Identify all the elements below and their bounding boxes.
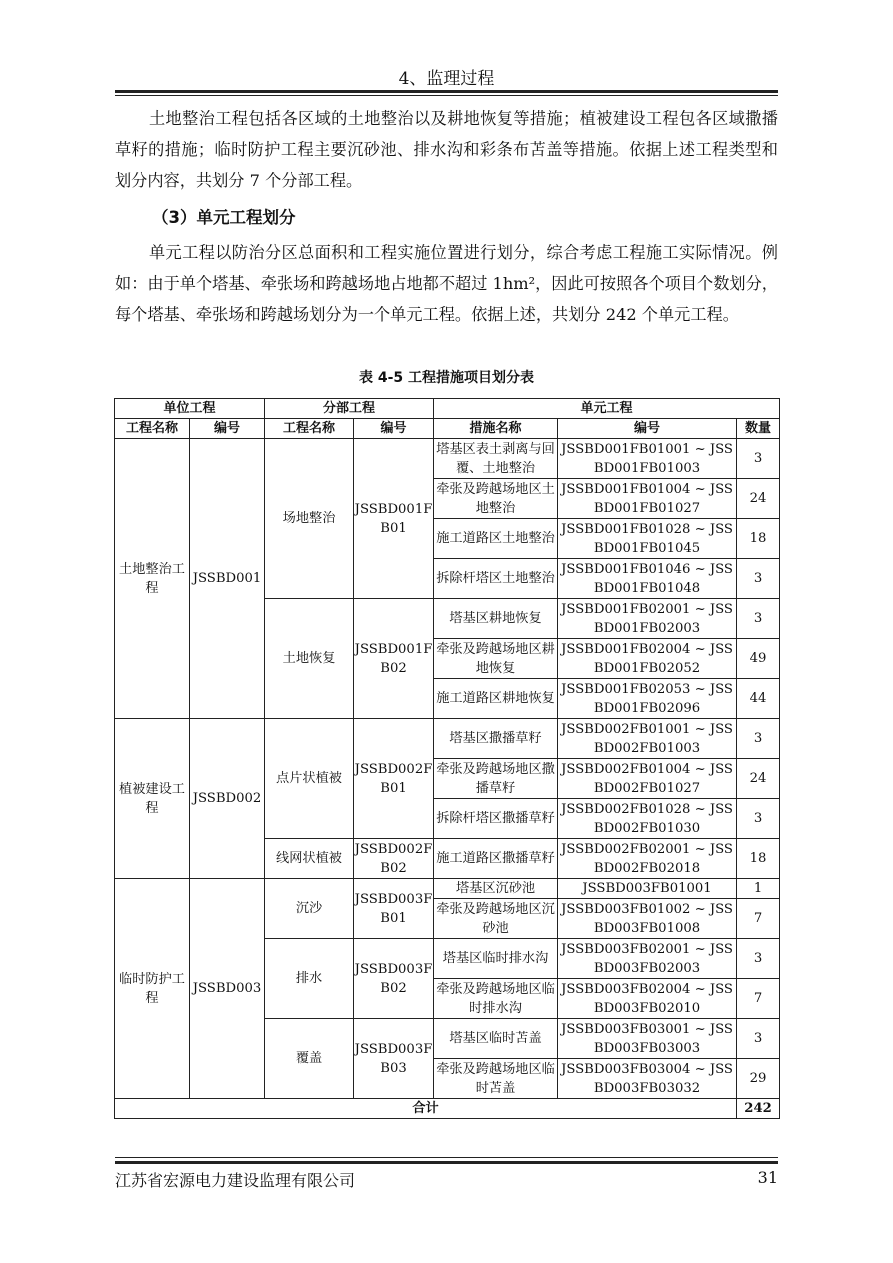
- division-code-cell: JSSBD001FB01: [354, 439, 434, 599]
- measure-cell: 塔基区临时苫盖: [434, 1019, 558, 1059]
- division-code-cell: JSSBD003FB03: [354, 1019, 434, 1099]
- division-name-cell: 沉沙: [265, 879, 354, 939]
- measure-cell: 牵张及跨越场地区撒播草籽: [434, 759, 558, 799]
- col-unit-name: 工程名称: [115, 419, 190, 439]
- element-code-cell: JSSBD001FB01028 ~ JSSBD001FB01045: [558, 519, 737, 559]
- element-code-cell: JSSBD003FB03004 ~ JSSBD003FB03032: [558, 1059, 737, 1099]
- division-code-cell: JSSBD003FB02: [354, 939, 434, 1019]
- measure-cell: 塔基区撒播草籽: [434, 719, 558, 759]
- element-code-cell: JSSBD003FB02001 ~ JSSBD003FB02003: [558, 939, 737, 979]
- count-cell: 29: [737, 1059, 780, 1099]
- header-element-project: 单元工程: [434, 399, 780, 419]
- division-name-cell: 覆盖: [265, 1019, 354, 1099]
- count-cell: 3: [737, 439, 780, 479]
- count-cell: 18: [737, 839, 780, 879]
- col-measure-name: 措施名称: [434, 419, 558, 439]
- count-cell: 7: [737, 979, 780, 1019]
- count-cell: 18: [737, 519, 780, 559]
- col-element-code: 编号: [558, 419, 737, 439]
- measure-cell: 拆除杆塔区撒播草籽: [434, 799, 558, 839]
- element-code-cell: JSSBD002FB02001 ~ JSSBD002FB02018: [558, 839, 737, 879]
- table-row: [115, 879, 780, 899]
- unit-name-cell: 植被建设工程: [115, 719, 190, 879]
- element-code-cell: JSSBD002FB01028 ~ JSSBD002FB01030: [558, 799, 737, 839]
- table-group-header-row: [115, 399, 780, 419]
- table-row: [115, 439, 780, 479]
- count-cell: 3: [737, 599, 780, 639]
- measure-cell: 塔基区临时排水沟: [434, 939, 558, 979]
- measure-cell: 牵张及跨越场地区沉砂池: [434, 899, 558, 939]
- measure-cell: 施工道路区耕地恢复: [434, 679, 558, 719]
- measure-cell: 牵张及跨越场地区土地整治: [434, 479, 558, 519]
- measure-cell: 施工道路区土地整治: [434, 519, 558, 559]
- paragraph-unit-summary: 单元工程以防治分区总面积和工程实施位置进行划分，综合考虑工程施工实际情况。例如：由于单个塔基、牵张场和跨越场地占地都不超过 1hm²，因此可按照各个项目个数划分，每个塔基、牵张场和跨越场划分为一个单元工程。依据上述，共划分 242 个单元工程。: [115, 243, 778, 324]
- count-cell: 44: [737, 679, 780, 719]
- division-name-cell: 线网状植被: [265, 839, 354, 879]
- division-code-cell: JSSBD003FB01: [354, 879, 434, 939]
- count-cell: 3: [737, 799, 780, 839]
- element-code-cell: JSSBD003FB01001: [558, 879, 737, 899]
- element-code-cell: JSSBD003FB03001 ~ JSSBD003FB03003: [558, 1019, 737, 1059]
- element-code-cell: JSSBD001FB02004 ~ JSSBD001FB02052: [558, 639, 737, 679]
- element-code-cell: JSSBD002FB01004 ~ JSSBD002FB01027: [558, 759, 737, 799]
- project-division-table: [114, 398, 780, 1119]
- table-row: [115, 719, 780, 759]
- division-name-cell: 场地整治: [265, 439, 354, 599]
- measure-cell: 牵张及跨越场地区临时排水沟: [434, 979, 558, 1019]
- count-cell: 7: [737, 899, 780, 939]
- division-code-cell: JSSBD002FB01: [354, 719, 434, 839]
- total-label: 合计: [115, 1099, 737, 1119]
- division-name-cell: 土地恢复: [265, 599, 354, 719]
- col-division-name: 工程名称: [265, 419, 354, 439]
- element-code-cell: JSSBD001FB01046 ~ JSSBD001FB01048: [558, 559, 737, 599]
- total-value: 242: [737, 1099, 780, 1119]
- footer-company: 江苏省宏源电力建设监理有限公司: [115, 1171, 356, 1190]
- unit-name-cell: 土地整治工程: [115, 439, 190, 719]
- header-rule-thin: [115, 95, 778, 96]
- measure-cell: 塔基区沉砂池: [434, 879, 558, 899]
- measure-cell: 拆除杆塔区土地整治: [434, 559, 558, 599]
- measure-cell: 塔基区耕地恢复: [434, 599, 558, 639]
- element-code-cell: JSSBD001FB02053 ~ JSSBD001FB02096: [558, 679, 737, 719]
- page-number: 31: [757, 1168, 778, 1187]
- col-count: 数量: [737, 419, 780, 439]
- measure-cell: 牵张及跨越场地区临时苫盖: [434, 1059, 558, 1099]
- table-column-header-row: [115, 419, 780, 439]
- table-caption: 表 4-5 工程措施项目划分表: [358, 370, 535, 386]
- header-unit-project: 单位工程: [115, 399, 265, 419]
- header-rule-thick: [115, 90, 778, 93]
- division-code-cell: JSSBD001FB02: [354, 599, 434, 719]
- unit-code-cell: JSSBD003: [190, 879, 265, 1099]
- element-code-cell: JSSBD001FB01001 ~ JSSBD001FB01003: [558, 439, 737, 479]
- element-code-cell: JSSBD001FB02001 ~ JSSBD001FB02003: [558, 599, 737, 639]
- division-name-cell: 排水: [265, 939, 354, 1019]
- paragraph-division-summary: 土地整治工程包括各区域的土地整治以及耕地恢复等措施；植被建设工程包各区域撒播草籽的措施；临时防护工程主要沉砂池、排水沟和彩条布苫盖等措施。依据上述工程类型和划分内容，共划分 7 个分部工程。: [115, 109, 778, 190]
- count-cell: 24: [737, 759, 780, 799]
- footer-rule-thick: [115, 1161, 778, 1164]
- division-name-cell: 点片状植被: [265, 719, 354, 839]
- table-total-row: [115, 1099, 780, 1119]
- count-cell: 3: [737, 1019, 780, 1059]
- col-unit-code: 编号: [190, 419, 265, 439]
- count-cell: 3: [737, 939, 780, 979]
- unit-name-cell: 临时防护工程: [115, 879, 190, 1099]
- count-cell: 49: [737, 639, 780, 679]
- header-division-project: 分部工程: [265, 399, 434, 419]
- division-code-cell: JSSBD002FB02: [354, 839, 434, 879]
- unit-code-cell: JSSBD002: [190, 719, 265, 879]
- element-code-cell: JSSBD003FB01002 ~ JSSBD003FB01008: [558, 899, 737, 939]
- count-cell: 1: [737, 879, 780, 899]
- unit-code-cell: JSSBD001: [190, 439, 265, 719]
- element-code-cell: JSSBD001FB01004 ~ JSSBD001FB01027: [558, 479, 737, 519]
- element-code-cell: JSSBD002FB01001 ~ JSSBD002FB01003: [558, 719, 737, 759]
- subheading-unit-division: （3）单元工程划分: [152, 208, 296, 227]
- measure-cell: 塔基区表土剥离与回覆、土地整治: [434, 439, 558, 479]
- footer-rule-thin: [115, 1157, 778, 1158]
- col-division-code: 编号: [354, 419, 434, 439]
- count-cell: 3: [737, 559, 780, 599]
- count-cell: 24: [737, 479, 780, 519]
- running-header: 4、监理过程: [398, 69, 495, 89]
- measure-cell: 牵张及跨越场地区耕地恢复: [434, 639, 558, 679]
- count-cell: 3: [737, 719, 780, 759]
- element-code-cell: JSSBD003FB02004 ~ JSSBD003FB02010: [558, 979, 737, 1019]
- measure-cell: 施工道路区撒播草籽: [434, 839, 558, 879]
